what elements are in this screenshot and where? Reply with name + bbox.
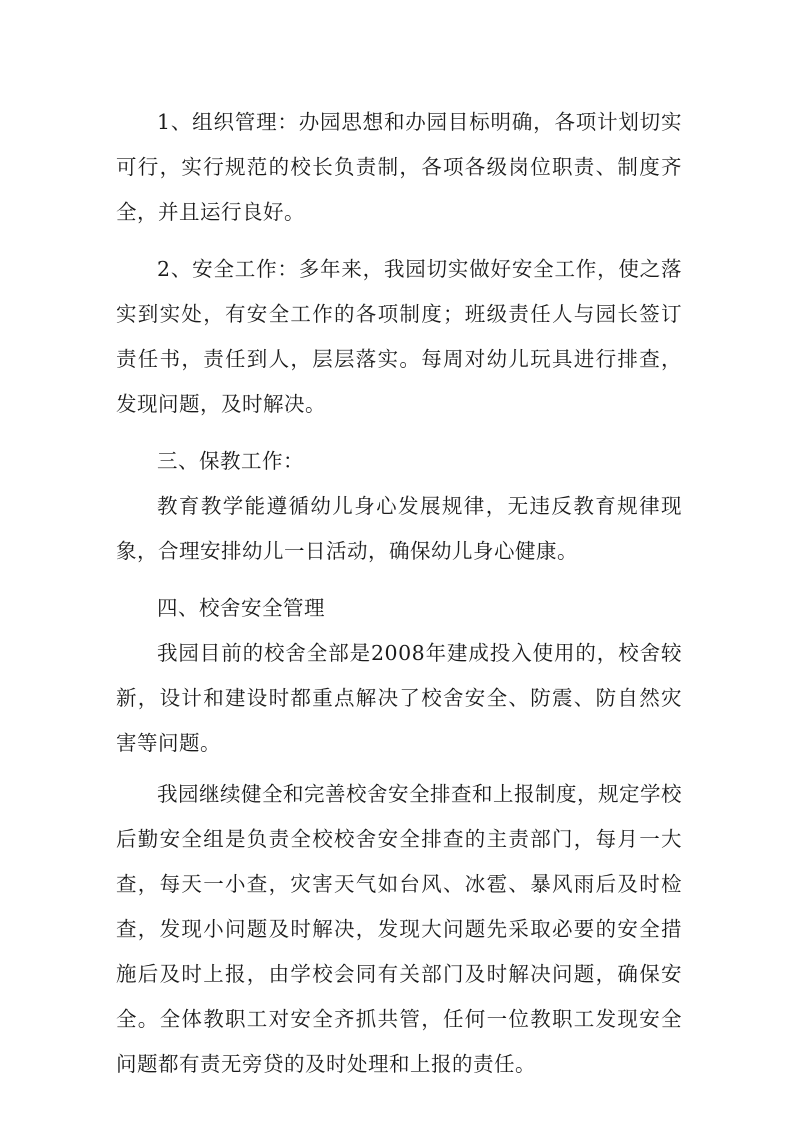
heading-childcare-education: 三、保教工作：	[157, 449, 304, 473]
paragraph-childcare-education: 教育教学能遵循幼儿身心发展规律，无违反教育规律现象，合理安排幼儿一日活动，确保幼儿身心健康。	[116, 494, 682, 563]
paragraph-safety-work: 2、安全工作：多年来，我园切实做好安全工作，使之落实到实处，有安全工作的各项制度；班级责任人与园长签订责任书，责任到人，层层落实。每周对幼儿玩具进行排查，发现问题，及时解决。	[116, 257, 682, 416]
paragraph-inspection-system: 我园继续健全和完善校舍安全排查和上报制度，规定学校后勤安全组是负责全校校舍安全排查的主责部门，每月一大查，每天一小查，灾害天气如台风、冰雹、暴风雨后及时检查，发现小问题及时解决，发现大问题先采取必要的安全措施后及时上报，由学校会同有关部门及时解决问题，确保安全。全体教职工对安全齐抓共管，任何一位教职工发现安全问题都有责无旁贷的及时处理和上报的责任。	[116, 782, 682, 1076]
heading-school-building-safety: 四、校舍安全管理	[157, 596, 325, 620]
paragraph-school-building-status: 我园目前的校舍全部是2008年建成投入使用的，校舍较新，设计和建设时都重点解决了校舍安全、防震、防自然灾害等问题。	[116, 641, 682, 755]
document-body	[116, 100, 682, 1087]
paragraph-organization-management: 1、组织管理：办园思想和办园目标明确，各项计划切实可行，实行规范的校长负责制，各项各级岗位职责、制度齐全，并且运行良好。	[116, 110, 682, 224]
